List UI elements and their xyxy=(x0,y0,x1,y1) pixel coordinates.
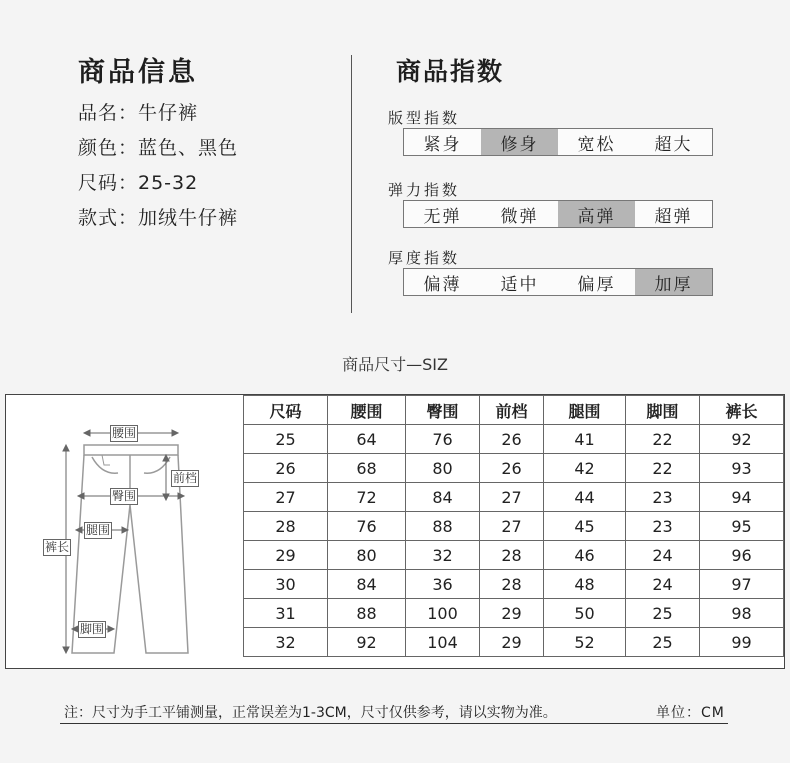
table-row xyxy=(244,483,784,512)
fit-option: 紧身 xyxy=(423,134,462,155)
stretch-option: 超弹 xyxy=(654,206,693,227)
thickness-option: 适中 xyxy=(500,274,539,295)
table-cell: 29 xyxy=(480,599,544,628)
table-cell: 26 xyxy=(480,454,544,483)
table-cell: 41 xyxy=(544,425,626,454)
header-size: 尺码 xyxy=(244,396,328,425)
table-cell: 24 xyxy=(626,541,700,570)
table-cell: 26 xyxy=(480,425,544,454)
table-row xyxy=(244,454,784,483)
thickness-index-label: 厚度指数 xyxy=(388,249,461,267)
info-row-style: 款式：加绒牛仔裤 xyxy=(78,207,239,229)
product-index-title: 商品指数 xyxy=(396,57,505,86)
table-cell: 95 xyxy=(700,512,784,541)
header-leg-opening: 脚围 xyxy=(626,396,700,425)
thickness-option: 偏薄 xyxy=(423,274,462,295)
table-cell: 22 xyxy=(626,454,700,483)
table-cell: 88 xyxy=(406,512,480,541)
table-cell: 45 xyxy=(544,512,626,541)
thickness-index-bar xyxy=(403,268,713,296)
table-row xyxy=(244,570,784,599)
vertical-divider xyxy=(351,55,352,313)
fit-option: 超大 xyxy=(654,134,693,155)
pants-diagram xyxy=(6,395,243,668)
table-cell: 92 xyxy=(700,425,784,454)
table-cell: 48 xyxy=(544,570,626,599)
size-table-area xyxy=(243,395,784,657)
table-cell: 46 xyxy=(544,541,626,570)
diagram-label-length: 裤长 xyxy=(45,540,70,554)
table-cell: 100 xyxy=(406,599,480,628)
table-cell: 104 xyxy=(406,628,480,657)
table-row xyxy=(244,512,784,541)
diagram-label-thigh: 腿围 xyxy=(86,523,111,537)
fit-option: 宽松 xyxy=(577,134,616,155)
header-hip: 臀围 xyxy=(406,396,480,425)
table-cell: 31 xyxy=(244,599,328,628)
table-cell: 52 xyxy=(544,628,626,657)
header-thigh: 腿围 xyxy=(544,396,626,425)
table-cell: 99 xyxy=(700,628,784,657)
table-cell: 98 xyxy=(700,599,784,628)
table-cell: 22 xyxy=(626,425,700,454)
stretch-option: 无弹 xyxy=(423,206,462,227)
diagram-label-waist: 腰围 xyxy=(112,426,137,440)
fit-index-label: 版型指数 xyxy=(388,109,461,127)
stretch-option: 高弹 xyxy=(558,201,635,227)
table-cell: 96 xyxy=(700,541,784,570)
table-row xyxy=(244,541,784,570)
header-waist: 腰围 xyxy=(328,396,406,425)
info-row-size: 尺码：25-32 xyxy=(78,172,199,194)
table-cell: 30 xyxy=(244,570,328,599)
table-cell: 29 xyxy=(244,541,328,570)
footer-note: 注：尺寸为手工平铺测量，正常误差为1-3CM，尺寸仅供参考，请以实物为准。 xyxy=(64,705,557,721)
table-cell: 25 xyxy=(626,599,700,628)
table-cell: 97 xyxy=(700,570,784,599)
thickness-option: 加厚 xyxy=(635,269,712,295)
fit-option: 修身 xyxy=(481,129,558,155)
table-cell: 27 xyxy=(244,483,328,512)
header-length: 裤长 xyxy=(700,396,784,425)
fit-index-bar xyxy=(403,128,713,156)
product-info-title: 商品信息 xyxy=(78,57,198,88)
table-cell: 42 xyxy=(544,454,626,483)
table-cell: 32 xyxy=(406,541,480,570)
table-cell: 80 xyxy=(406,454,480,483)
table-cell: 72 xyxy=(328,483,406,512)
header-front-rise: 前档 xyxy=(480,396,544,425)
table-cell: 76 xyxy=(328,512,406,541)
table-cell: 93 xyxy=(700,454,784,483)
table-cell: 28 xyxy=(480,541,544,570)
size-table xyxy=(243,395,784,657)
stretch-index-label: 弹力指数 xyxy=(388,181,461,199)
table-cell: 25 xyxy=(626,628,700,657)
table-header-row xyxy=(244,396,784,425)
table-cell: 68 xyxy=(328,454,406,483)
table-cell: 28 xyxy=(480,570,544,599)
stretch-index-bar xyxy=(403,200,713,228)
table-cell: 80 xyxy=(328,541,406,570)
table-cell: 84 xyxy=(328,570,406,599)
table-cell: 88 xyxy=(328,599,406,628)
table-cell: 25 xyxy=(244,425,328,454)
table-cell: 64 xyxy=(328,425,406,454)
table-cell: 36 xyxy=(406,570,480,599)
size-heading: 商品尺寸—SIZ xyxy=(342,355,448,374)
table-cell: 27 xyxy=(480,483,544,512)
thickness-option: 偏厚 xyxy=(577,274,616,295)
diagram-label-leg-opening: 脚围 xyxy=(80,622,105,636)
table-row xyxy=(244,628,784,657)
table-cell: 24 xyxy=(626,570,700,599)
table-cell: 50 xyxy=(544,599,626,628)
table-cell: 32 xyxy=(244,628,328,657)
table-cell: 94 xyxy=(700,483,784,512)
stretch-option: 微弹 xyxy=(500,206,539,227)
info-row-color: 颜色：蓝色、黑色 xyxy=(78,137,239,159)
diagram-label-front-rise: 前档 xyxy=(173,471,198,485)
table-cell: 23 xyxy=(626,483,700,512)
table-row xyxy=(244,425,784,454)
table-cell: 44 xyxy=(544,483,626,512)
table-cell: 76 xyxy=(406,425,480,454)
diagram-label-hip: 臀围 xyxy=(112,489,137,503)
info-row-name: 品名：牛仔裤 xyxy=(78,102,199,124)
table-cell: 23 xyxy=(626,512,700,541)
table-cell: 29 xyxy=(480,628,544,657)
footer-unit: 单位：CM xyxy=(656,705,725,721)
table-cell: 84 xyxy=(406,483,480,512)
table-cell: 27 xyxy=(480,512,544,541)
table-cell: 92 xyxy=(328,628,406,657)
table-row xyxy=(244,599,784,628)
table-cell: 28 xyxy=(244,512,328,541)
table-cell: 26 xyxy=(244,454,328,483)
footer-underline xyxy=(60,723,728,724)
